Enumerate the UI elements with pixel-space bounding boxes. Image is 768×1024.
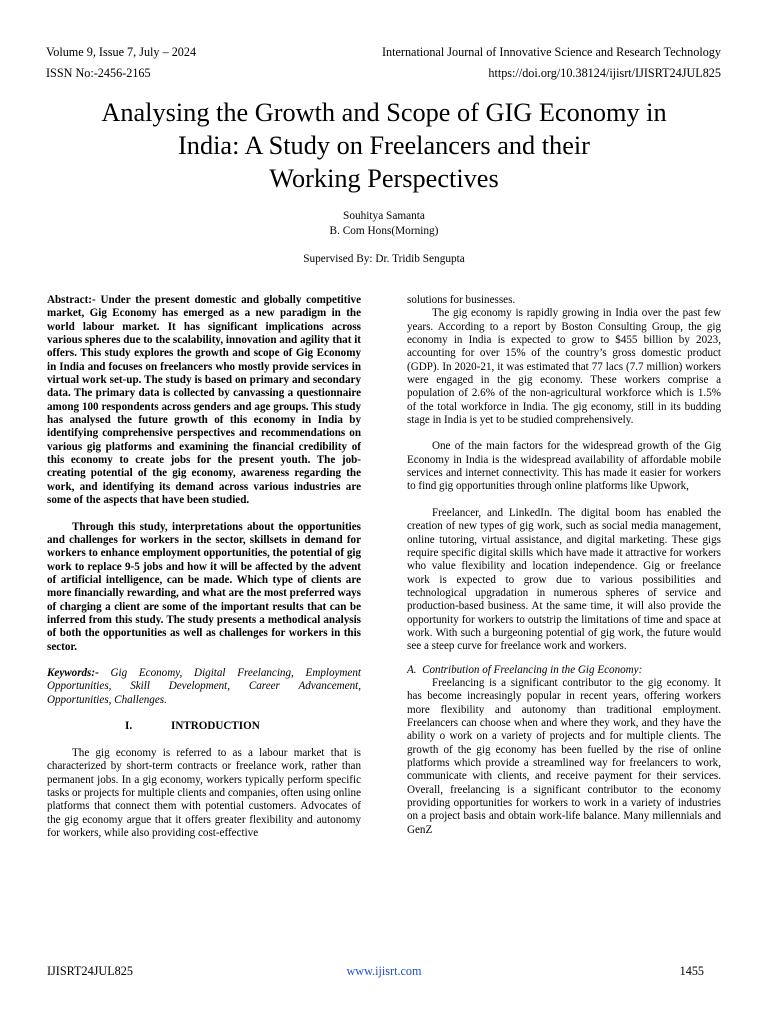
digital-boom-paragraph: Freelancer, and LinkedIn. The digital boom has enabled the creation of new types of gig work, such as social media management, online tutoring, virtual assistance, and digital marketing. These gigs require specific digital skills which have made it attractive for workers who value flexibility and location independence. Gig or freelance work is expected to grow due to various possibilities and technological upgradation in numerous spheres of service and production-based business. At the same time, it will also provide the opportunity for workers to outstrip the limitations of time and space at work. With such a burgeoning potential of gig work, the future would see a steep curve for freelance work and workers.	[407, 506, 721, 653]
volume-issue: Volume 9, Issue 7, July – 2024	[46, 45, 197, 59]
author-name: Souhitya Samanta	[343, 210, 425, 222]
section-heading	[47, 720, 361, 734]
keywords	[47, 667, 361, 707]
title-line-2: India: A Study on Freelancers and their	[178, 131, 590, 160]
paper-title	[30, 96, 738, 195]
abstract-text: Under the present domestic and globally competitive market, Gig Economy has emerged as a new paradigm in the world labour market. It has significant implications across various spheres due to the scalability, innovation and agility that it offers. This study explores the growth and scope of Gig Economy in India and focuses on freelancers who mostly provide services in virtual work set-up. The study is based on primary and secondary data. The primary data is collected by canvassing a questionnaire among 100 respondents across genders and age groups. This study has analysed the future growth of this economy in India by identifying comprehensive perspectives and recommendations on various gig platforms and examining the financial credibility of this economy to create jobs for the present youth. The job-creating potential of the gig economy, awareness regarding the work, and identifying its demand across various industries are some of the aspects that have been studied.	[47, 294, 361, 507]
page-number: 1455	[679, 964, 704, 978]
supervisor: Supervised By: Dr. Tridib Sengupta	[303, 253, 465, 265]
website-link[interactable]: www.ijisrt.com	[346, 964, 422, 978]
issn: ISSN No:-2456-2165	[46, 66, 151, 80]
title-line-3: Working Perspectives	[269, 164, 499, 193]
freelancing-paragraph: Freelancing is a significant contributor to the gig economy. It has become increasingly popular in recent years, offering workers more flexibility and autonomy than traditional employment. Freelancers can choose when and where they work, and they have the ability o work on a variety of projects and for multiple clients. The growth of the gig economy has been fuelled by the rise of online platforms which provide a streamlined way for freelancers to work, communicate with clients, and receive payment for their services. Overall, freelancing is a significant contributor to the economy providing opportunities for workers to work in a variety of industries on a project basis and obtain work-life balance. Many millennials and GenZ	[407, 676, 721, 836]
footer-paper-id: IJISRT24JUL825	[47, 964, 133, 978]
doi-link[interactable]: https://doi.org/10.38124/ijisrt/IJISRT24JUL825	[488, 66, 721, 80]
author-degree: B. Com Hons(Morning)	[329, 225, 439, 237]
journal-name: International Journal of Innovative Science and Research Technology	[381, 45, 721, 59]
growth-factors-paragraph: One of the main factors for the widespread growth of the Gig Economy in India is the widespread availability of affordable mobile services and internet connectivity. This has made it easier for workers to find gig opportunities through online platforms like Upwork,	[407, 440, 721, 493]
footer-website-link	[0, 964, 768, 978]
title-line-1: Analysing the Growth and Scope of GIG Economy in	[101, 98, 667, 127]
keywords-label: Keywords:-	[47, 666, 99, 679]
left-column	[47, 294, 361, 840]
section-number: I.	[125, 719, 133, 732]
continuation-text: solutions for businesses.	[407, 294, 516, 306]
right-column	[407, 294, 721, 837]
abstract	[47, 294, 361, 508]
abstract-paragraph-2: Through this study, interpretations about the opportunities and challenges for workers in the sector, skillsets in demand for workers to enhance employment opportunities, the potential of gig work to replace 9-5 jobs and how it will be affected by the advent of artificial intelligence, can be made. Which type of clients are more financially rewarding, and what are the most preferred ways of charging a client are some of the important results that can be inferred from this study. The study presents a methodical analysis of both the opportunities as well as challenges for workers in this sector.	[47, 520, 361, 653]
gig-growth-paragraph: The gig economy is rapidly growing in India over the past few years. According to a report by Boston Consulting Group, the gig economy in India is expected to grow to $455 billion by 2023, accounting for over 15% of the country’s gross domestic product (GDP). In 2020-21, it was estimated that 77 lacs (7.7 million) workers were engaged in the gig economy. These workers comprise a population of 2.6% of the non-agricultural workforce which is 1.5% of the total workforce in India. The gig economy, still in its budding stage in India is yet to be studied comprehensively.	[407, 307, 721, 427]
keywords-text: Gig Economy, Digital Freelancing, Employment Opportunities, Skill Development, Career Advancement, Opportunities, Challenges.	[47, 666, 361, 706]
abstract-label: Abstract:-	[47, 294, 96, 306]
subsection-heading: A. Contribution of Freelancing in the Gig Economy:	[407, 663, 643, 676]
intro-paragraph: The gig economy is referred to as a labour market that is characterized by short-term contracts or freelance work, rather than permanent jobs. In a gig economy, workers typically perform specific tasks or projects for multiple clients and companies, often using online platforms that connect them with potential customers. Advocates of the gig economy argue that it offers greater flexibility and autonomy for workers, while also providing cost-effective	[47, 746, 361, 840]
section-title: INTRODUCTION	[171, 719, 260, 732]
